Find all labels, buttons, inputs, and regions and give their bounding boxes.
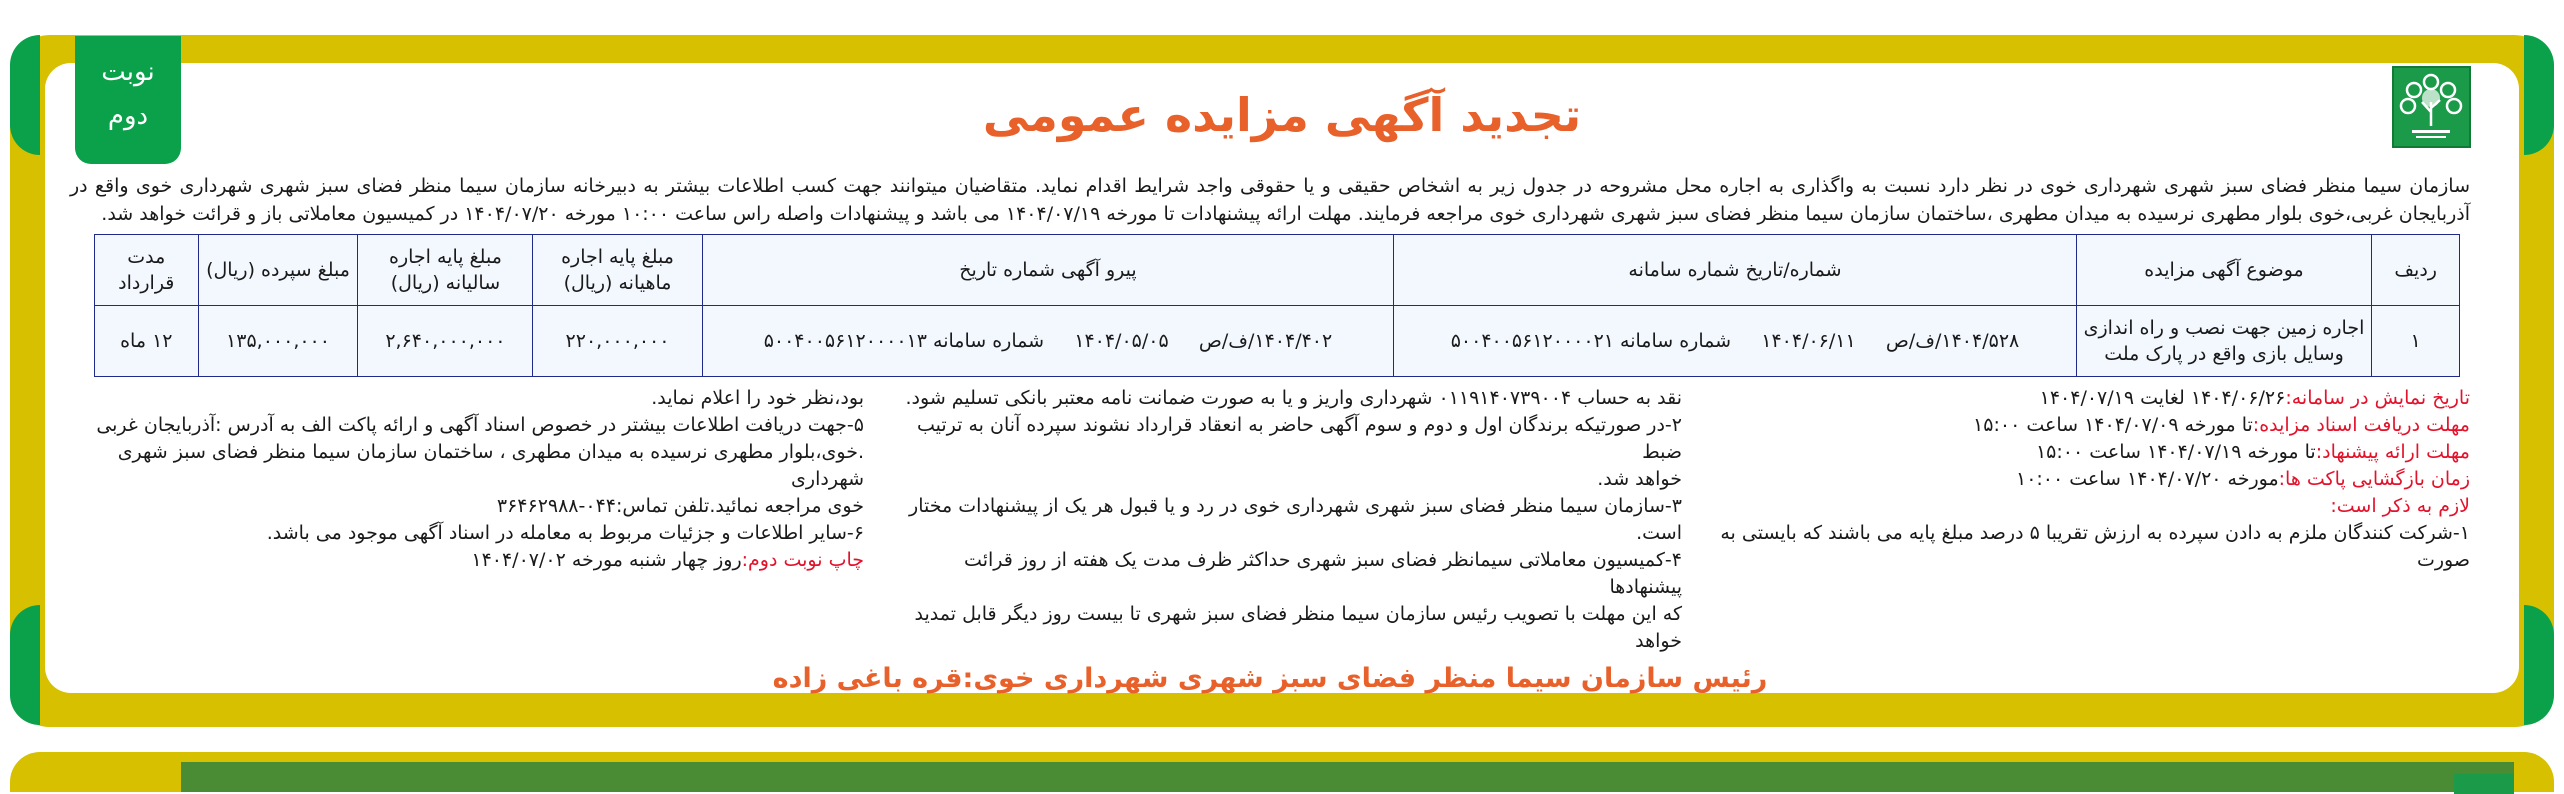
system-number: شماره سامانه ۵۰۰۴۰۰۵۶۱۲۰۰۰۰۲۱ (1450, 330, 1732, 352)
intro-line-1: سازمان سیما منظر فضای سبز شهری شهرداری خوی در نظر دارد نسبت به واگذاری به اجاره محل مشروحه در جدول زیر به اشخاص حقیقی و یا حقوقی واجد شرایط اقدام نماید. متقاضیان میتوانند جهت کسب اطلاعات بیشتر به دبیرخانه سازمان سیما منظر فضای سبز شهری شهرداری خوی واقع در آذربایجان غربی،خوی (70, 175, 2470, 225)
cell-yearly-rent: ۲,۶۴۰,۰۰۰,۰۰۰ (358, 306, 533, 377)
col-header: مبلغ سپرده (ریال) (198, 235, 358, 306)
page-title: تجدید آگهی مزایده عمومی (982, 88, 1582, 142)
ad-content (70, 172, 2470, 694)
col-header: شماره/تاریخ شماره سامانه (1394, 235, 2076, 306)
note-line: بود،نظر خود را اعلام نماید. (651, 387, 864, 409)
col-header: مبلغ پایه اجاره سالیانه (ریال) (358, 235, 533, 306)
frame-corner (10, 605, 40, 725)
table-row (95, 306, 2460, 377)
note-1: ۱-شرکت کنندگان ملزم به دادن سپرده به ارزش تقریبا ۵ درصد مبلغ پایه می باشند که بایستی به صورت (1720, 522, 2470, 571)
organization-logo-icon (2392, 66, 2471, 148)
signature: رئیس سازمان سیما منظر فضای سبز شهری شهرداری خوی:قره باغی زاده (772, 663, 1768, 694)
next-ad-frame (10, 752, 2554, 792)
note-line: .خوی،بلوار مطهری نرسیده به میدان مطهری ، ساختمان سازمان سیما منظر فضای سبز شهری شهرداری (117, 441, 864, 490)
ref-number: ۱۴۰۴/۵۲۸/ف/ص (1885, 330, 2020, 352)
cell-row-number: ۱ (2372, 306, 2460, 377)
next-ad-logo-icon (2454, 774, 2514, 794)
intro-paragraph (70, 172, 2470, 228)
edition-badge (75, 36, 181, 164)
note-3: ۳-سازمان سیما منظر فضای سبز شهری شهرداری خوی در رد و یا قبول هر یک از پیشنهادات مختار است. (909, 495, 1682, 544)
offer-deadline: مهلت ارائه پیشنهاد:تا مورخه ۱۴۰۴/۰۷/۱۹ ساعت ۱۵:۰۰ (2035, 441, 2470, 463)
note-line: که این مهلت با تصویب رئیس سازمان سیما منظر فضای سبز شهری تا بیست روز دیگر قابل تمدید خواهد (914, 603, 1682, 652)
col-header: مدت قرارداد (95, 235, 199, 306)
prev-date: ۱۴۰۴/۰۵/۰۵ (1074, 330, 1169, 352)
note-line: خواهد شد. (1597, 468, 1682, 490)
col-header: ردیف (2372, 235, 2460, 306)
notes-heading: لازم به ذکر است: (2330, 495, 2470, 517)
opening-time: زمان بازگشایی پاکت ها:مورخه ۱۴۰۴/۰۷/۲۰ ساعت ۱۰:۰۰ (2016, 468, 2470, 490)
prev-system-number: شماره سامانه ۵۰۰۴۰۰۵۶۱۲۰۰۰۰۱۳ (763, 330, 1045, 352)
display-dates: تاریخ نمایش در سامانه:۱۴۰۴/۰۶/۲۶ لغایت ۱۴۰۴/۰۷/۱۹ (2039, 387, 2470, 409)
notes-columns (70, 385, 2470, 655)
col-header: مبلغ پایه اجاره ماهیانه (ریال) (533, 235, 702, 306)
note-2: ۲-در صورتیکه برندگان اول و دوم و سوم آگهی حاضر به انعقاد قرارداد نشوند سپرده آنان به ترتیب ضبط (917, 414, 1682, 463)
cell-subject: اجاره زمین جهت نصب و راه اندازی وسایل بازی واقع در پارک ملت (2076, 306, 2372, 377)
cell-monthly-rent: ۲۲۰,۰۰۰,۰۰۰ (533, 306, 702, 377)
details-column (1710, 385, 2470, 655)
note-6: ۶-سایر اطلاعات و جزئیات مربوط به معامله در اسناد آگهی موجود می باشد. (266, 522, 864, 544)
print-date: چاپ نوبت دوم:روز چهار شنبه مورخه ۱۴۰۴/۰۷/۰۲ (471, 549, 864, 571)
ref-date: ۱۴۰۴/۰۶/۱۱ (1761, 330, 1856, 352)
note-4: ۴-کمیسیون معاملاتی سیمانظر فضای سبز شهری حداکثر ظرف مدت یک هفته از روز قرائت پیشنهادها (964, 549, 1682, 598)
frame-corner (10, 35, 40, 155)
cell-previous-ad (702, 306, 1394, 377)
next-ad-badge (75, 752, 181, 792)
edition-badge-line2: دوم (107, 101, 149, 131)
edition-badge-line1: نوبت (101, 57, 155, 87)
note-5: ۵-جهت دریافت اطلاعات بیشتر در خصوص اسناد آگهی و ارائه پاکت الف به آدرس :آذربایجان غربی (96, 414, 864, 436)
intro-line-2: بلوار مطهری نرسیده به میدان مطهری ،ساختمان سازمان سیما منظر فضای سبز شهری شهرداری خوی مراجعه فرمایند. مهلت ارائه پیشنهادات تا مورخه ۱۴۰۴/۰۷/۱۹ می باشد و پیشنهادات واصله راس ساعت ۱۰:۰۰ مورخه ۱۴۰۴/۰۷/۲۰ در کمیسیون معاملاتی باز و قرائت خواهد شد. (101, 203, 2303, 225)
table-header-row (95, 235, 2460, 306)
cell-system-number (1394, 306, 2076, 377)
col-header: پیرو آگهی شماره تاریخ (702, 235, 1394, 306)
note-line: نقد به حساب ۰۱۱۹۱۴۰۷۳۹۰۰۴ شهرداری واریز و یا به صورت ضمانت نامه معتبر بانکی تسلیم شود. (905, 387, 1682, 409)
auction-table (94, 234, 2460, 377)
cell-deposit: ۱۳۵,۰۰۰,۰۰۰ (198, 306, 358, 377)
frame-corner (2524, 35, 2554, 155)
docs-deadline: مهلت دریافت اسناد مزایده:تا مورخه ۱۴۰۴/۰۷/۰۹ ساعت ۱۵:۰۰ (1973, 414, 2470, 436)
prev-number: ۱۴۰۴/۴۰۲/ف/ص (1198, 330, 1333, 352)
contact-phone: خوی مراجعه نمائید.تلفن تماس:۰۴۴-۳۶۴۶۲۹۸۸ (496, 495, 864, 517)
notes-left-column (70, 385, 864, 655)
frame-corner (2524, 605, 2554, 725)
col-header: موضوع آگهی مزایده (2076, 235, 2372, 306)
cell-duration: ۱۲ ماه (95, 306, 199, 377)
notes-middle-column (892, 385, 1682, 655)
next-ad-band (110, 762, 2514, 792)
